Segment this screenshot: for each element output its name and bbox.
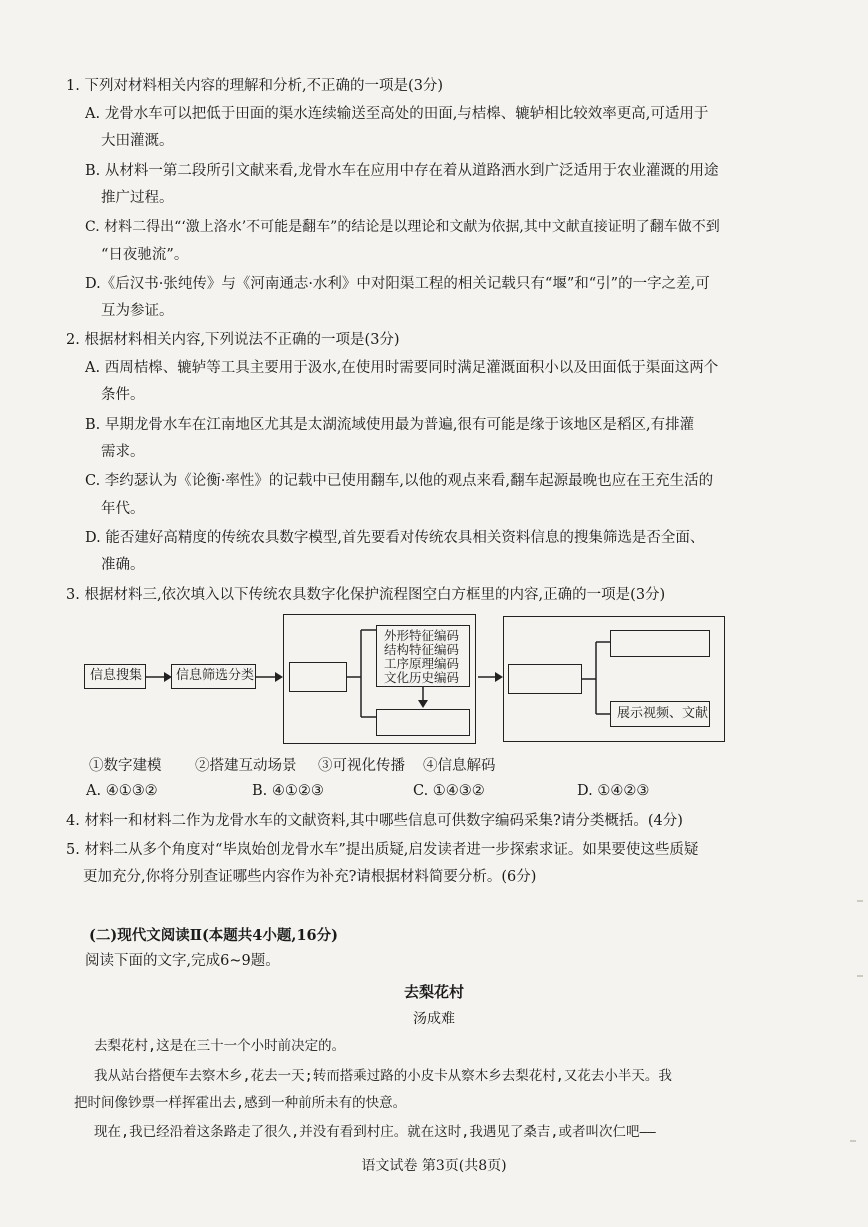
q3-answer: C. ①④③②	[413, 783, 485, 799]
story-title: 去梨花村	[403, 983, 464, 1001]
q2-option-a: A. 西周桔槔、辘轳等工具主要用于汲水,在使用时需要同时满足灌溉面积小以及田面低于渠面这两个	[85, 360, 719, 376]
q3-stem: 3. 根据材料三,依次填入以下传统农具数字化保护流程图空白方框里的内容,正确的一项是(3分)	[66, 587, 666, 603]
q2-option-d: D. 能否建好高精度的传统农具数字模型,首先要看对传统农具相关资料信息的搜集筛选是否全面、	[85, 530, 705, 546]
flow-blank-3	[508, 664, 582, 694]
q2-option-c-cont: 年代。	[101, 501, 145, 517]
q1-option-a-cont: 大田灌溉。	[101, 133, 174, 149]
flow-box-show: 展示视频、文献	[610, 701, 710, 727]
q2-option-d-cont: 准确。	[101, 557, 145, 573]
q1-option-b-cont: 推广过程。	[101, 190, 174, 206]
q1-option-c: C. 材料二得出“‘激上洛水’不可能是翻车”的结论是以理论和文献为依据,其中文献直接证明了翻车做不到	[85, 219, 720, 235]
flow-box-encodings	[376, 625, 470, 687]
flow-bracket-1	[347, 620, 377, 720]
q3-answer: A. ④①③②	[86, 783, 158, 799]
q3-item: ④信息解码	[423, 758, 496, 774]
flow-blank-1	[289, 662, 347, 692]
flow-arrow-3	[476, 670, 504, 684]
story-paragraph-2: 我从站台搭便车去察木乡,花去一天;转而搭乘过路的小皮卡从察木乡去梨花村,又花去小半天。我	[94, 1068, 672, 1084]
section-heading: (二)现代文阅读Ⅱ(本题共4小题,16分)	[89, 927, 338, 944]
q1-option-d: D.《后汉书·张纯传》与《河南通志·水利》中对阳渠工程的相关记载只有“堰”和“引”的一字之差,可	[85, 276, 710, 292]
scan-mark	[857, 900, 863, 902]
flow-arrow-down	[416, 687, 430, 709]
q3-item: ③可视化传播	[318, 758, 405, 774]
q3-item: ①数字建模	[89, 758, 162, 774]
scan-mark	[850, 1140, 856, 1142]
q2-option-b-cont: 需求。	[101, 444, 145, 460]
story-paragraph-3: 现在,我已经沿着这条路走了很久,并没有看到村庄。就在这时,我遇见了桑吉,或者叫次仁吧——	[94, 1124, 656, 1140]
flow-blank-4	[610, 630, 710, 657]
encoding-item: 文化历史编码	[384, 670, 460, 685]
q1-option-b: B. 从材料一第二段所引文献来看,龙骨水车在应用中存在着从道路洒水到广泛适用于农业灌溉的用途	[85, 163, 719, 179]
q3-answer: B. ④①②③	[252, 783, 324, 799]
q3-answer: D. ①④②③	[577, 783, 650, 799]
q2-option-b: B. 早期龙骨水车在江南地区尤其是太湖流域使用最为普遍,很有可能是缘于该地区是稻区,有排灌	[85, 417, 695, 433]
q5-line-1: 5. 材料二从多个角度对“毕岚始创龙骨水车”提出质疑,启发读者进一步探索求证。如果要使这些质疑	[66, 842, 699, 858]
q1-option-c-cont: “日夜驰流”。	[101, 247, 189, 263]
flow-arrow-2	[256, 670, 283, 684]
q1-stem: 1. 下列对材料相关内容的理解和分析,不正确的一项是(3分)	[66, 78, 444, 94]
flow-box-collect: 信息搜集	[84, 664, 146, 689]
flow-bracket-2	[582, 630, 612, 730]
q2-option-c: C. 李约瑟认为《论衡·率性》的记载中已使用翻车,以他的观点来看,翻车起源最晚也应在王充生活的	[85, 473, 714, 489]
page-footer: 语文试卷 第3页(共8页)	[361, 1158, 507, 1174]
scan-mark	[857, 975, 863, 977]
story-author: 汤成难	[413, 1011, 455, 1027]
q1-option-a: A. 龙骨水车可以把低于田面的渠水连续输送至高处的田面,与桔槔、辘轳相比较效率更高,可适用于	[85, 106, 709, 122]
section-instruction: 阅读下面的文字,完成6~9题。	[85, 953, 280, 969]
q1-option-d-cont: 互为参证。	[101, 303, 174, 319]
story-paragraph-2-cont: 把时间像钞票一样挥霍出去,感到一种前所未有的快意。	[74, 1095, 407, 1111]
q4: 4. 材料一和材料二作为龙骨水车的文献资料,其中哪些信息可供数字编码采集?请分类概括。(4分)	[66, 813, 683, 829]
q5-line-2: 更加充分,你将分别查证哪些内容作为补充?请根据材料简要分析。(6分)	[83, 869, 537, 885]
flow-box-filter: 信息筛选分类	[171, 664, 256, 689]
encoding-item: 外形特征编码	[384, 628, 460, 643]
q3-item: ②搭建互动场景	[195, 758, 297, 774]
story-paragraph-1: 去梨花村,这是在三十一个小时前决定的。	[94, 1038, 346, 1054]
encoding-item: 工序原理编码	[384, 656, 460, 671]
q2-stem: 2. 根据材料相关内容,下列说法不正确的一项是(3分)	[66, 332, 400, 348]
q2-option-a-cont: 条件。	[101, 387, 145, 403]
flow-blank-2	[376, 709, 470, 736]
encoding-item: 结构特征编码	[384, 642, 460, 657]
flow-arrow-1	[146, 670, 172, 684]
